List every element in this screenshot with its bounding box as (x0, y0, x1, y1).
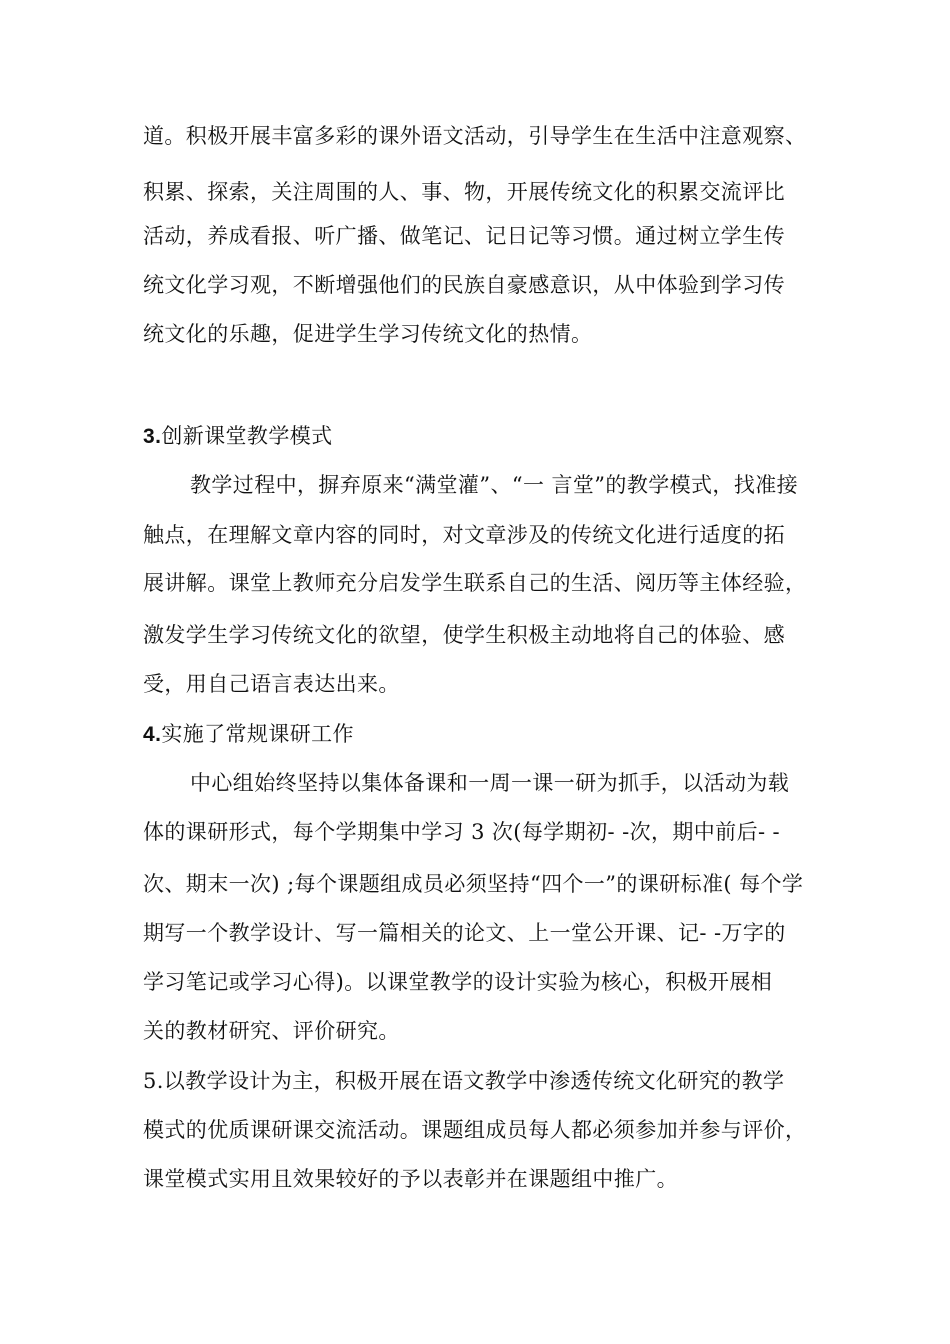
paragraph-line: 教学过程中，摒弃原来“满堂灌”、“一 言堂”的教学模式，找准接 (190, 473, 799, 497)
paragraph-line: 关的教材研究、评价研究。 (143, 1019, 400, 1043)
paragraph-line: 课堂模式实用且效果较好的予以表彰并在课题组中推广。 (143, 1167, 678, 1191)
paragraph-line: 积累、探索，关注周围的人、事、物，开展传统文化的积累交流评比 (143, 180, 785, 204)
paragraph-line: 道。积极开展丰富多彩的课外语文活动，引导学生在生活中注意观察、 (143, 124, 807, 148)
section-4-title: 实施了常规课研工作 (161, 722, 354, 746)
paragraph-line: 5.以教学设计为主，积极开展在语文教学中渗透传统文化研究的教学 (143, 1069, 785, 1093)
paragraph-line: 模式的优质课研课交流活动。课题组成员每人都必须参加并参与评价， (143, 1118, 807, 1142)
section-3-title: 创新课堂教学模式 (161, 424, 333, 448)
paragraph-line: 统文化的乐趣，促进学生学习传统文化的热情。 (143, 322, 593, 346)
paragraph-line: 次、期末一次) ;每个课题组成员必须坚持“四个一”的课研标准( 每个学 (143, 872, 804, 896)
section-3-number: 3. (143, 425, 162, 448)
paragraph-line: 活动，养成看报、听广播、做笔记、记日记等习惯。通过树立学生传 (143, 224, 785, 248)
paragraph-line: 展讲解。课堂上教师充分启发学生联系自己的生活、阅历等主体经验， (143, 571, 807, 595)
paragraph-line: 触点，在理解文章内容的同时，对文章涉及的传统文化进行适度的拓 (143, 523, 785, 547)
section-4-heading (143, 719, 823, 750)
paragraph-line: 期写一个教学设计、写一篇相关的论文、上一堂公开课、记- -万字的 (143, 921, 786, 945)
paragraph-line: 受，用自己语言表达出来。 (143, 672, 400, 696)
paragraph-line: 中心组始终坚持以集体备课和一周一课一研为抓手，以活动为载 (190, 771, 790, 795)
paragraph-line: 学习笔记或学习心得)。以课堂教学的设计实验为核心，积极开展相 (143, 970, 773, 994)
paragraph-line: 体的课研形式，每个学期集中学习 3 次(每学期初- -次，期中前后- - (143, 820, 781, 844)
paragraph-line: 统文化学习观，不断增强他们的民族自豪感意识，从中体验到学习传 (143, 273, 785, 297)
section-4-number: 4. (143, 723, 162, 746)
section-3-heading (143, 421, 823, 452)
paragraph-line: 激发学生学习传统文化的欲望，使学生积极主动地将自己的体验、感 (143, 623, 785, 647)
